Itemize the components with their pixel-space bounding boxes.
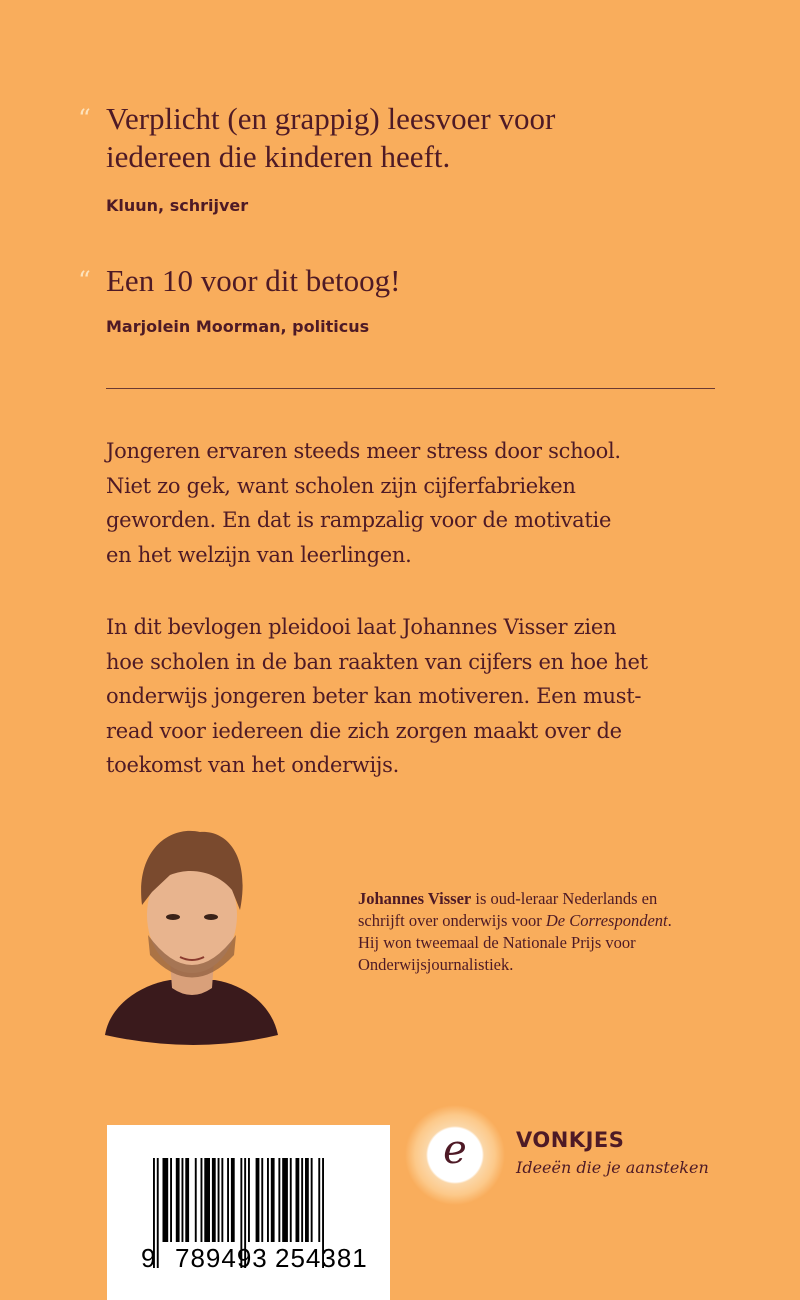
- isbn-group-2: 254381: [275, 1243, 368, 1273]
- barcode-bar: [195, 1158, 197, 1242]
- quote-mark-icon: “: [78, 266, 91, 295]
- blurb-line: Niet zo gek, want scholen zijn cijferfabrieken: [106, 473, 576, 498]
- barcode-bar: [227, 1158, 229, 1242]
- barcode-bar: [311, 1158, 313, 1242]
- barcode-bar: [271, 1158, 275, 1242]
- blurb-paragraph-1: [106, 434, 706, 572]
- barcode-bar: [305, 1158, 309, 1242]
- barcode-bar: [267, 1158, 269, 1242]
- blurb-line: Jongeren ervaren steeds meer stress door school.: [106, 439, 621, 463]
- divider: [106, 388, 715, 389]
- barcode-bar: [248, 1158, 250, 1242]
- blurb-line: In dit bevlogen pleidooi laat Johannes Visser zien: [106, 615, 617, 639]
- barcode-bar: [261, 1158, 263, 1242]
- bio-text: . Hij won tweemaal de Nationale Prijs voor Onderwijsjournalistiek.: [358, 911, 672, 974]
- barcode-bar: [290, 1158, 292, 1242]
- quote-2-attribution: Marjolein Moorman, politicus: [106, 317, 370, 336]
- quote-1: [106, 100, 555, 176]
- series-name: VONKJES: [516, 1128, 625, 1152]
- barcode-bar: [278, 1158, 280, 1242]
- author-portrait: [100, 820, 285, 1045]
- author-name: Johannes Visser: [358, 889, 472, 908]
- author-bio: [358, 888, 688, 976]
- blurb-line: geworden. En dat is rampzalig voor de motivatie: [106, 508, 612, 532]
- barcode-bar: [218, 1158, 220, 1242]
- quote-line: iedereen die kinderen heeft.: [106, 139, 451, 174]
- barcode-bar: [204, 1158, 210, 1242]
- isbn-barcode: [107, 1125, 390, 1300]
- barcode-bar: [256, 1158, 260, 1242]
- quote-line: Verplicht (en grappig) leesvoer voor: [106, 101, 556, 136]
- isbn-digit: 9: [141, 1243, 156, 1273]
- publisher-logo: [405, 1105, 505, 1205]
- logo-letter: e: [443, 1127, 467, 1173]
- barcode-bar: [231, 1158, 235, 1242]
- barcode-bar: [201, 1158, 203, 1242]
- barcode-bar: [176, 1158, 180, 1242]
- blurb-line: onderwijs jongeren beter kan motiveren. Een must-: [106, 684, 642, 708]
- barcode-bar: [282, 1158, 288, 1242]
- blurb-line: en het welzijn van leerlingen.: [106, 542, 412, 567]
- barcode-bar: [185, 1158, 189, 1242]
- quote-2: [106, 262, 400, 300]
- blurb-paragraph-2: [106, 610, 706, 783]
- blurb-line: read voor iedereen die zich zorgen maakt over de: [106, 718, 622, 743]
- barcode-bar: [296, 1158, 300, 1242]
- blurb-line: toekomst van het onderwijs.: [106, 753, 399, 777]
- barcode-bar: [163, 1158, 169, 1242]
- quote-line: Een 10 voor dit betoog!: [106, 263, 401, 298]
- barcode-bar: [212, 1158, 216, 1242]
- quote-mark-icon: “: [78, 104, 91, 133]
- blurb-line: hoe scholen in de ban raakten van cijfers en hoe het: [106, 649, 648, 674]
- barcode-bar: [318, 1158, 320, 1242]
- barcode-bar: [182, 1158, 184, 1242]
- barcode-bar: [221, 1158, 223, 1242]
- barcode-bar: [170, 1158, 172, 1242]
- isbn-group-1: 789493: [175, 1243, 268, 1273]
- series-tagline: Ideeën die je aansteken: [516, 1158, 709, 1177]
- publication-name: De Correspondent: [545, 911, 668, 930]
- barcode-bar: [301, 1158, 303, 1242]
- barcode-bar: [157, 1158, 159, 1268]
- quote-1-attribution: Kluun, schrijver: [106, 196, 249, 215]
- bio-text: is oud-leraar Nederlands en schrijft over onderwijs voor: [358, 889, 658, 930]
